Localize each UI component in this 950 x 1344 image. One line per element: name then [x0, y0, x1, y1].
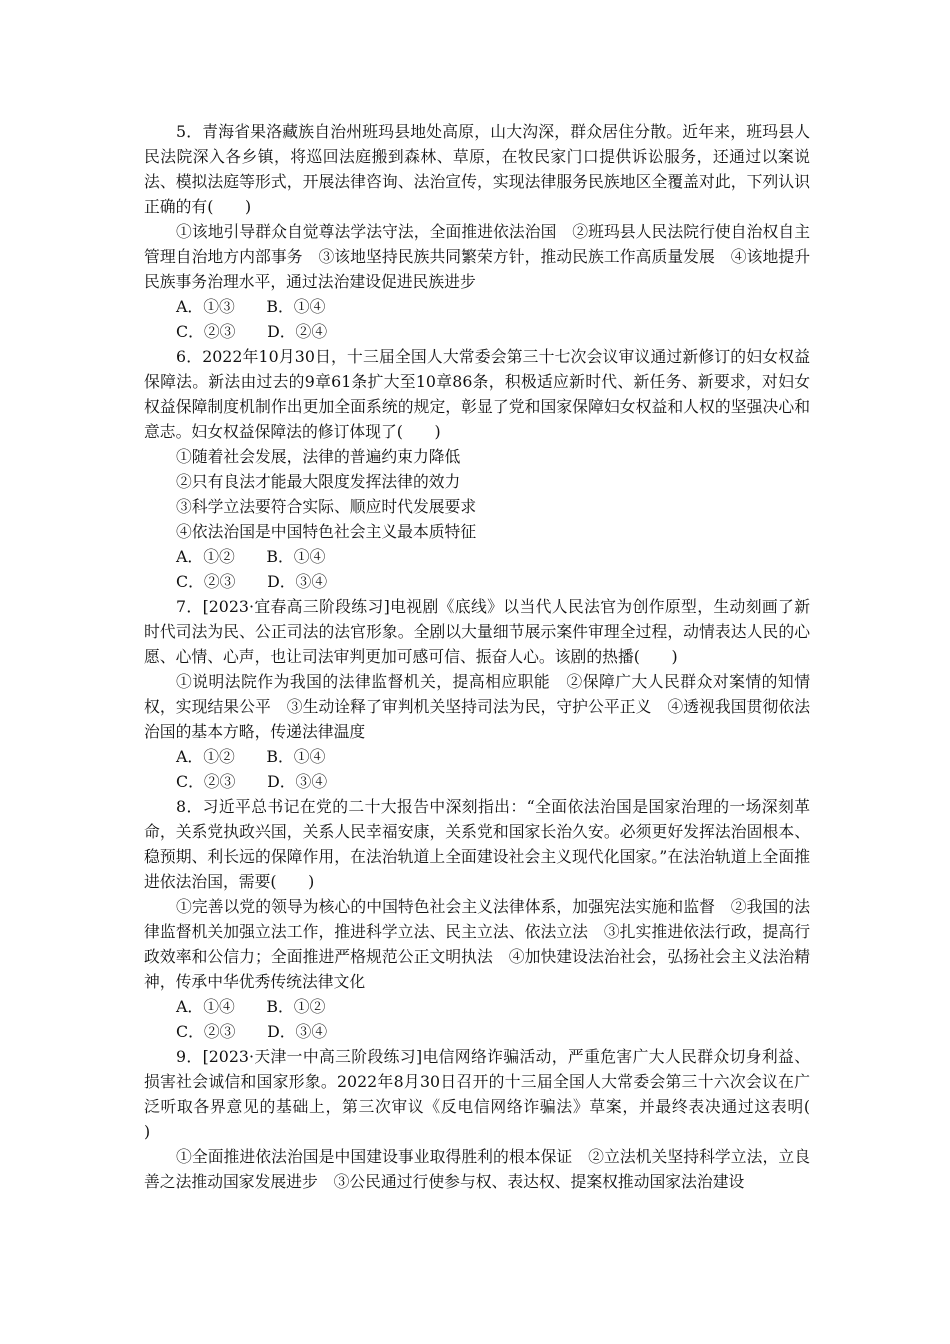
- question-8: [144, 794, 810, 1044]
- question-9: [144, 1044, 842, 1194]
- answer-options-row: A．①④ B．①②: [176, 997, 326, 1016]
- question-statement: ③科学立法要符合实际、顺应时代发展要求: [176, 497, 477, 516]
- question-statements: ①全面推进依法治国是中国建设事业取得胜利的根本保证 ②立法机关坚持科学立法，立良善之法推动国家发展进步 ③公民通过行使参与权、表达权、提案权推动国家法治建设: [144, 1147, 810, 1191]
- question-6: [144, 344, 810, 594]
- question-statements: ①该地引导群众自觉尊法学法守法，全面推进依法治国 ②班玛县人民法院行使自治权自主管理自治地方内部事务 ③该地坚持民族共同繁荣方针，推动民族工作高质量发展 ④该地提升民族事务治理水平，通过法治建设促进民族进步: [144, 222, 810, 291]
- question-statements: ①完善以党的领导为核心的中国特色社会主义法律体系，加强宪法实施和监督 ②我国的法律监督机关加强立法工作，推进科学立法、民主立法、依法立法 ③扎实推进依法行政，提高行政效率和公信力；全面推进严格规范公正文明执法 ④加快建设法治社会，弘扬社会主义法治精神，传承中华优秀传统法律文化: [144, 897, 810, 991]
- question-stem: 8．习近平总书记在党的二十大报告中深刻指出：“全面依法治国是国家治理的一场深刻革命，关系党执政兴国，关系人民幸福安康，关系党和国家长治久安。必须更好发挥法治固根本、稳预期、利长远的保障作用，在法治轨道上全面建设社会主义现代化国家。”在法治轨道上全面推进依法治国，需要( ): [144, 797, 810, 891]
- question-stem: 7．[2023·宜春高三阶段练习]电视剧《底线》以当代人民法官为创作原型，生动刻画了新时代司法为民、公正司法的法官形象。全剧以大量细节展示案件审理全过程，动情表达人民的心愿、心情、心声，也让司法审判更加可感可信、振奋人心。该剧的热播( ): [144, 597, 810, 666]
- answer-options-row: C．②③ D．②④: [176, 322, 328, 341]
- answer-options-row: C．②③ D．③④: [176, 572, 328, 591]
- question-5: [144, 119, 810, 344]
- question-7: [144, 594, 810, 794]
- answer-options-row: A．①③ B．①④: [176, 297, 326, 316]
- question-statement: ②只有良法才能最大限度发挥法律的效力: [176, 472, 461, 491]
- question-stem: 5．青海省果洛藏族自治州班玛县地处高原，山大沟深，群众居住分散。近年来，班玛县人民法院深入各乡镇，将巡回法庭搬到森林、草原，在牧民家门口提供诉讼服务，还通过以案说法、模拟法庭等形式，开展法律咨询、法治宣传，实现法律服务民族地区全覆盖对此，下列认识正确的有( ): [144, 122, 810, 216]
- question-statement: ①随着社会发展，法律的普遍约束力降低: [176, 447, 461, 466]
- answer-options-row: A．①② B．①④: [176, 747, 326, 766]
- question-stem: 6．2022年10月30日，十三届全国人大常委会第三十七次会议审议通过新修订的妇女权益保障法。新法由过去的9章61条扩大至10章86条，积极适应新时代、新任务、新要求，对妇女权益保障制度机制作出更加全面系统的规定，彰显了党和国家保障妇女权益和人权的坚强决心和意志。妇女权益保障法的修订体现了( ): [144, 347, 810, 441]
- answer-options-row: A．①② B．①④: [176, 547, 326, 566]
- question-stem: 9．[2023·天津一中高三阶段练习]电信网络诈骗活动，严重危害广大人民群众切身利益、损害社会诚信和国家形象。2022年8月30日召开的十三届全国人大常委会第三十六次会议在广泛听取各界意见的基础上，第三次审议《反电信网络诈骗法》草案，并最终表决通过这表明( ): [144, 1047, 842, 1141]
- question-statements: ①说明法院作为我国的法律监督机关，提高相应职能 ②保障广大人民群众对案情的知情权，实现结果公平 ③生动诠释了审判机关坚持司法为民，守护公平正义 ④透视我国贯彻依法治国的基本方略，传递法律温度: [144, 672, 810, 741]
- question-statement: ④依法治国是中国特色社会主义最本质特征: [176, 522, 477, 541]
- answer-options-row: C．②③ D．③④: [176, 772, 328, 791]
- answer-options-row: C．②③ D．③④: [176, 1022, 328, 1041]
